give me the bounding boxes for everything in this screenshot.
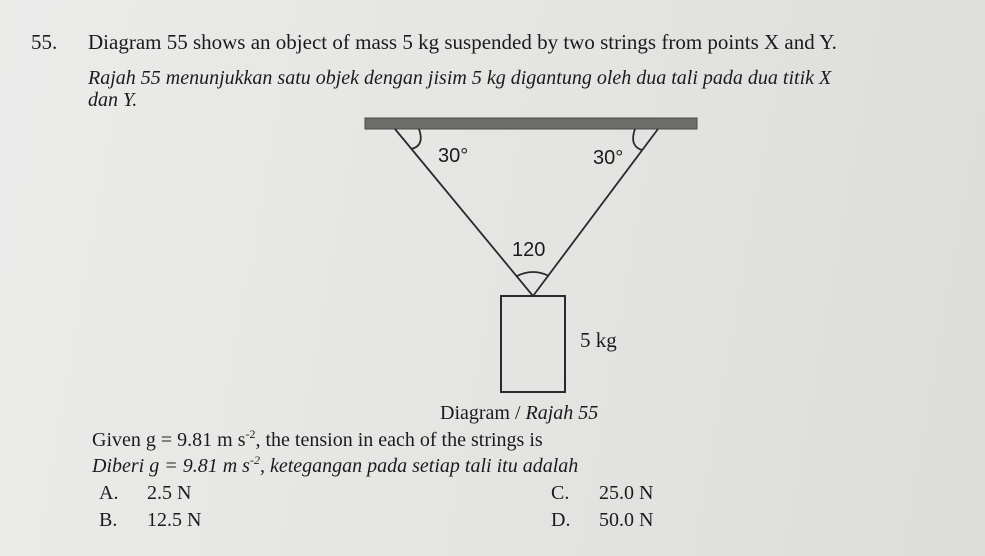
mass-box — [501, 296, 565, 392]
ceiling-beam — [365, 118, 697, 129]
option-d[interactable]: D. 50.0 N — [551, 509, 654, 531]
right-angle-arc — [633, 129, 642, 150]
mass-label: 5 kg — [580, 328, 617, 352]
diagram-55 — [355, 110, 715, 400]
given-text-english: Given g = 9.81 m $s^{-2}$, the tension in each of the strings is — [92, 427, 543, 451]
option-c[interactable]: C. 25.0 N — [551, 482, 654, 504]
question-text-malay-line2: dan Y. — [88, 89, 138, 111]
question-number: 55. — [31, 30, 58, 54]
question-text-english: Diagram 55 shows an object of mass 5 kg suspended by two strings from points X and Y. — [88, 30, 837, 54]
bottom-angle-arc — [517, 272, 549, 276]
angle-label-right: 30° — [593, 147, 624, 169]
given-text-malay: Diberi g = 9.81 m $s^{-2}$, ketegangan pada setiap tali itu adalah — [92, 453, 579, 477]
angle-label-left: 30° — [438, 145, 469, 167]
option-b[interactable]: B. 12.5 N — [99, 509, 202, 531]
caption-malay: Rajah 55 — [525, 402, 599, 424]
diagram-caption — [440, 402, 598, 425]
angle-label-bottom: 120 — [512, 239, 546, 261]
left-angle-arc — [411, 129, 421, 149]
question-text-malay-line1: Rajah 55 menunjukkan satu objek dengan jisim 5 kg digantung oleh dua tali pada dua titik X — [88, 67, 832, 89]
option-a[interactable]: A. 2.5 N — [99, 482, 192, 504]
caption-english: Diagram / — [440, 402, 526, 424]
